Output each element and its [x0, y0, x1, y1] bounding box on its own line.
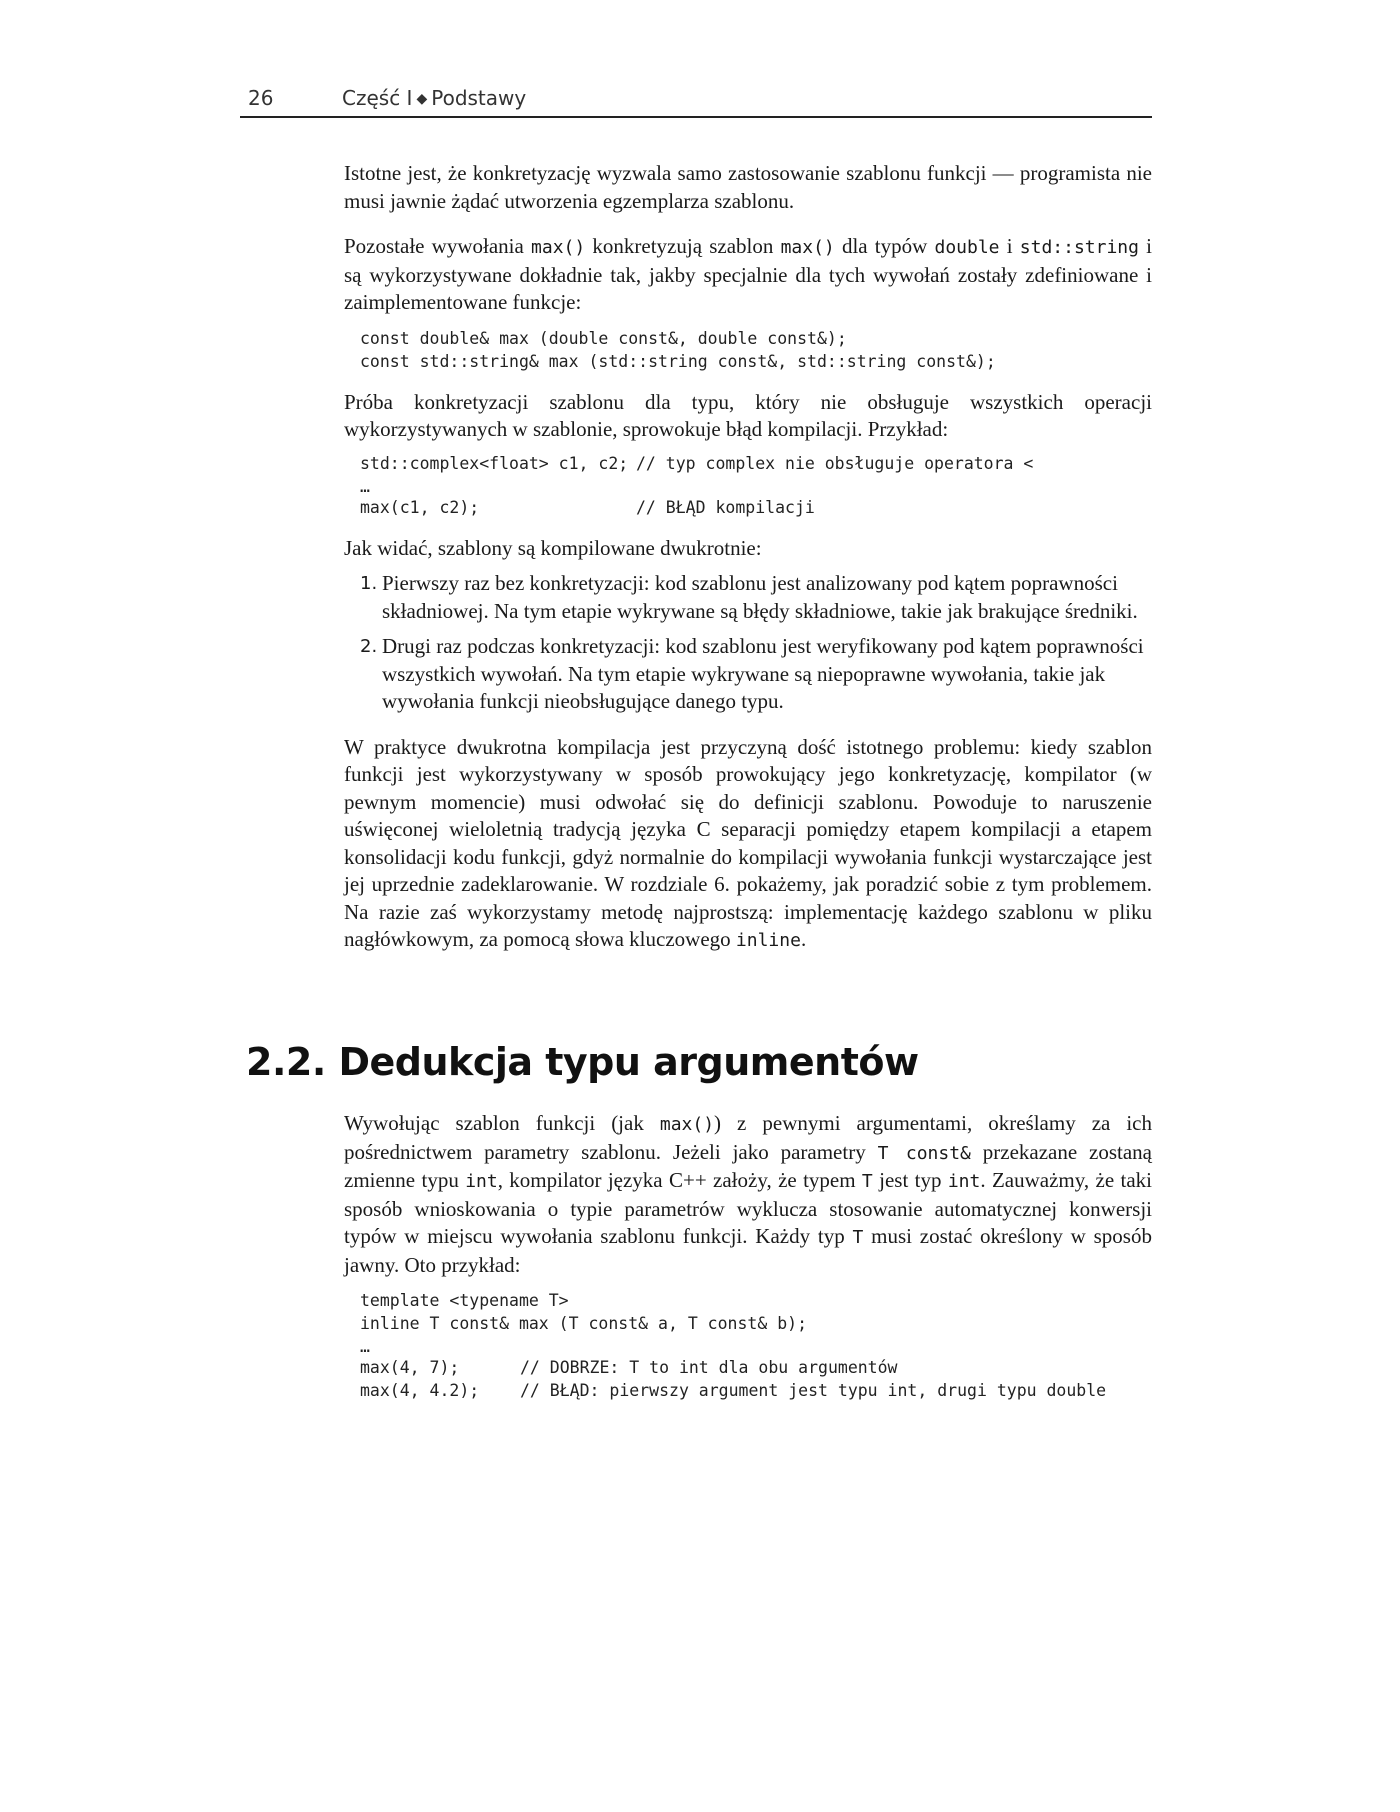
inline-code: double: [934, 237, 1000, 258]
paragraph-6: [344, 1110, 1152, 1279]
inline-code: std::string: [1019, 237, 1139, 258]
code-text: max(4, 4.2);: [360, 1381, 480, 1400]
text-run: .: [800, 927, 807, 951]
text-run: przekazane zostaną zmienne typu: [344, 1139, 1153, 1192]
diamond-separator-icon: ◆: [416, 91, 428, 107]
code-comment: // DOBRZE: T to int dla obu argumentów: [520, 1358, 898, 1377]
code-block-2: [344, 452, 1152, 519]
section-label: Podstawy: [431, 86, 527, 110]
inline-code: max(): [531, 237, 586, 258]
page-body-section: [344, 1110, 1152, 1402]
code-line: …: [360, 1337, 370, 1356]
list-item-text: Pierwszy raz bez konkretyzacji: kod szablonu jest analizowany pod kątem poprawności składniowej. Na tym etapie wykrywane są błędy składniowe, takie jak brakujące średniki.: [382, 571, 1138, 623]
text-run: Wywołując szablon funkcji (jak: [344, 1111, 660, 1135]
numbered-list: [344, 570, 1152, 716]
inline-code: T: [861, 1171, 873, 1192]
running-header: [240, 82, 1152, 118]
inline-code: int: [947, 1171, 981, 1192]
list-number: 1.: [360, 573, 378, 594]
text-run: jest typ: [872, 1168, 948, 1192]
code-text: max(c1, c2);: [360, 497, 480, 517]
text-run: i: [999, 234, 1020, 258]
text-run: musi zostać określony w sposób jawny. Oto przykład:: [344, 1224, 1152, 1277]
part-label: Część I: [342, 86, 413, 110]
code-text: max(4, 7);: [360, 1358, 460, 1377]
code-block-3: [344, 1289, 1152, 1402]
running-title: [342, 86, 526, 110]
text-run: Pozostałe wywołania: [344, 234, 532, 258]
list-item-text: Drugi raz podczas konkretyzacji: kod szablonu jest weryfikowany pod kątem poprawności wszystkich wywołań. Na tym etapie wykrywane są niepoprawne wywołania, takie jak wywołania funkcji nieobsługujące danego typu.: [382, 634, 1144, 713]
page-number: 26: [248, 86, 274, 110]
text-run: konkretyzują szablon: [585, 234, 781, 258]
list-item: [344, 570, 1152, 625]
code-comment: // BŁĄD: pierwszy argument jest typu int, drugi typu double: [520, 1381, 1107, 1400]
list-number: 2.: [360, 636, 378, 657]
paragraph-4: Jak widać, szablony są kompilowane dwukrotnie:: [344, 535, 762, 560]
text-run: W praktyce dwukrotna kompilacja jest przyczyną dość istotnego problemu: kiedy szablon funkcji jest wykorzystywany w sposób prowokujący jego konkretyzację, kompilator (w pewnym momencie) musi odwołać się do definicji szablonu. Powoduje to naruszenie uświęconej wieloletnią tradycją języka C separacji pomiędzy etapem kompilacji a etapem konsolidacji kodu funkcji, gdyż normalnie do kompilacji wywołania funkcji wystarczające jest jej uprzednie zadeklarowanie. W rozdziale 6. pokażemy, jak poradzić sobie z tym problemem. Na razie zaś wykorzystamy metodę najprostszą: implementację każdego szablonu w pliku nagłówkowym, za pomocą słowa kluczowego: [344, 734, 1152, 951]
code-line: const std::string& max (std::string const&, std::string const&);: [360, 351, 996, 371]
code-text: std::complex<float> c1, c2;: [360, 453, 629, 473]
text-run: ) z pewnymi argumentami, określamy za ich pośrednictwem parametry szablonu. Jeżeli jako parametry: [344, 1111, 1152, 1164]
page-body: [344, 160, 1152, 955]
section-heading: 2.2. Dedukcja typu argumentów: [246, 1040, 919, 1084]
inline-code: T: [852, 1227, 864, 1248]
code-line: inline T const& max (T const& a, T const& b);: [360, 1314, 808, 1333]
paragraph-2: [344, 233, 1152, 317]
code-comment: // BŁĄD kompilacji: [636, 497, 815, 517]
list-item: [344, 633, 1152, 716]
inline-code: int: [465, 1171, 498, 1192]
paragraph-5: [344, 734, 1152, 955]
inline-code: T const&: [877, 1142, 971, 1164]
code-line: [360, 1356, 1152, 1379]
inline-code: inline: [735, 930, 801, 951]
code-line: …: [360, 476, 370, 496]
paragraph-3: Próba konkretyzacji szablonu dla typu, który nie obsługuje wszystkich operacji wykorzystywanych w szablonie, sprowokuje błąd kompilacji. Przykład:: [344, 389, 1152, 441]
code-line: [360, 452, 1152, 475]
text-run: . Zauważmy, że taki sposób wnioskowania o typie parametrów wyklucza stosowanie automatycznej konwersji typów w miejscu wywołania szablonu funkcji. Każdy typ: [344, 1168, 1152, 1248]
code-line: [360, 496, 1152, 519]
text-run: i są wykorzystywane dokładnie tak, jakby specjalnie dla tych wywołań zostały zdefiniowane i zaimplementowane funkcje:: [344, 234, 1153, 314]
code-comment: // typ complex nie obsługuje operatora <: [636, 453, 1034, 473]
code-line: const double& max (double const&, double const&);: [360, 328, 847, 348]
inline-code: max(): [659, 1114, 715, 1135]
inline-code: max(): [780, 237, 835, 258]
text-run: dla typów: [834, 234, 935, 258]
code-line: [360, 1379, 1152, 1402]
text-run: , kompilator języka C++ założy, że typem: [497, 1168, 862, 1192]
code-line: template <typename T>: [360, 1291, 569, 1310]
paragraph-1: Istotne jest, że konkretyzację wyzwala samo zastosowanie szablonu funkcji — programista nie musi jawnie żądać utworzenia egzemplarza szablonu.: [344, 161, 1152, 213]
code-block-1: [344, 327, 1152, 373]
